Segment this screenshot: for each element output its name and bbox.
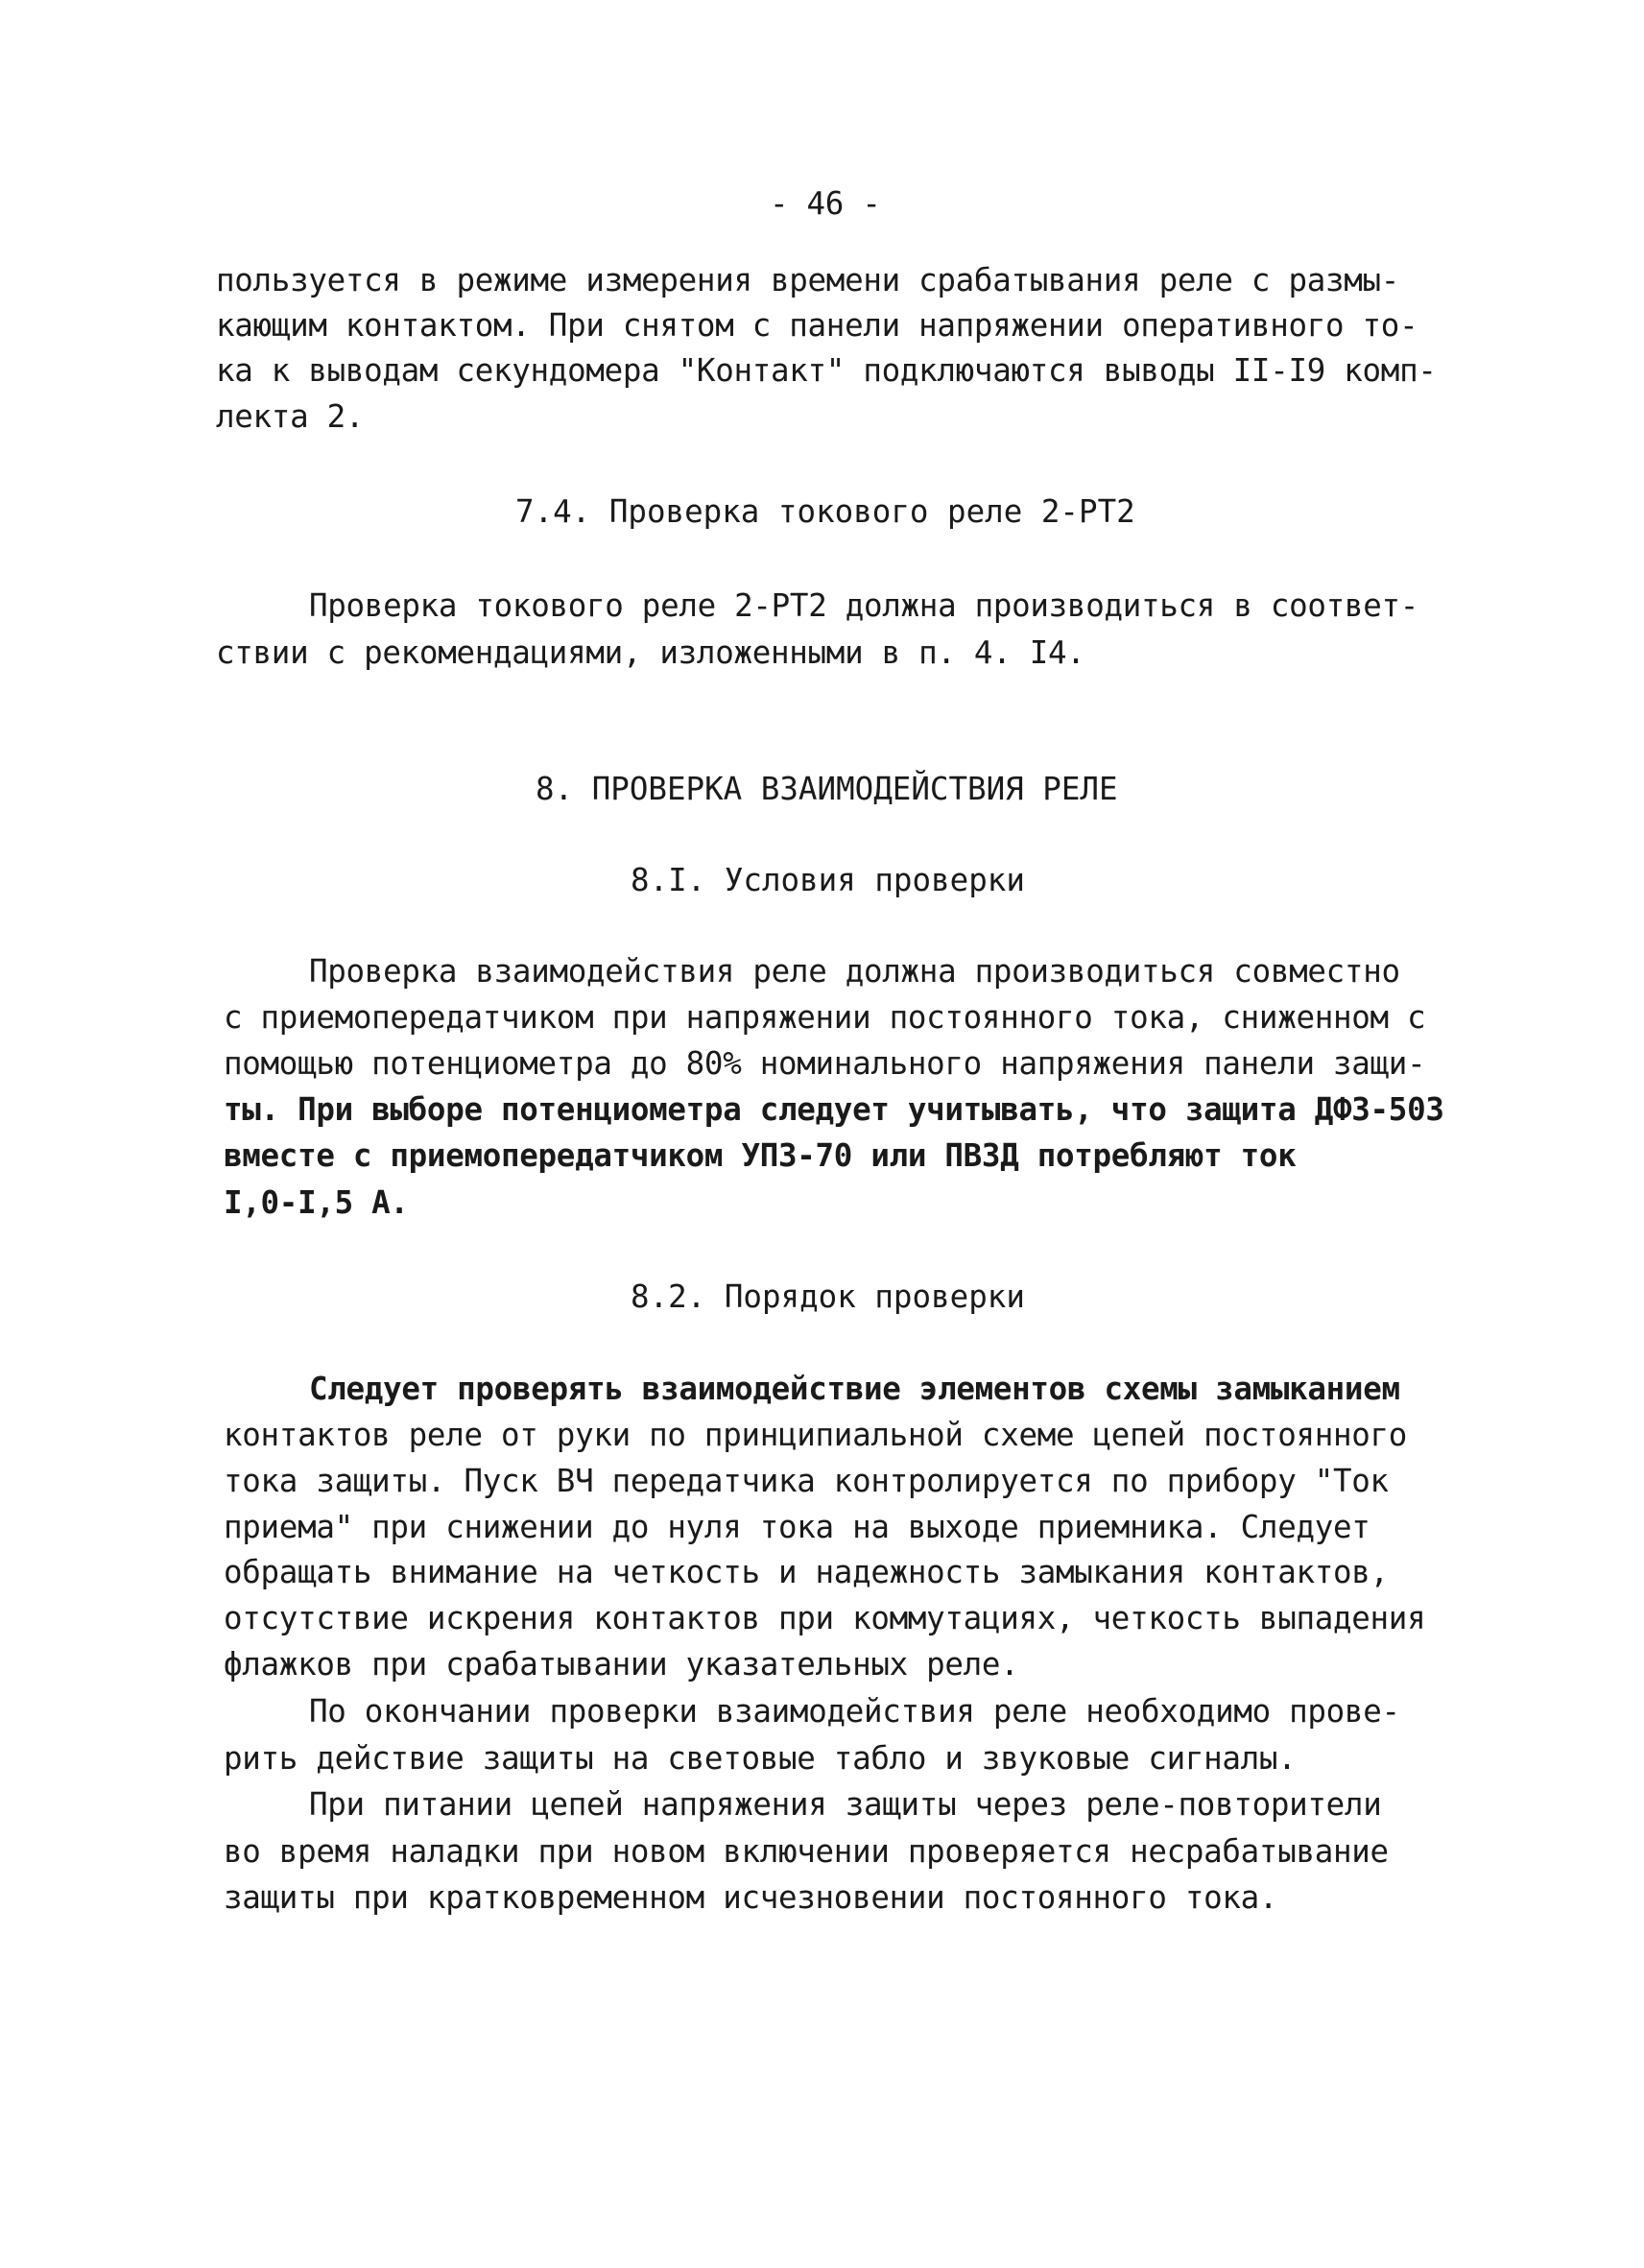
- section-8-2-heading: 8.2. Порядок проверки: [631, 1278, 1025, 1315]
- section-8-1-heading: 8.I. Условия проверки: [631, 862, 1025, 898]
- intro-line-1: пользуется в режиме измерения времени срабатывания реле с размы-: [216, 262, 1400, 298]
- section-8-2-p2-line-1: По окончании проверки взаимодействия реле необходимо прове-: [309, 1693, 1400, 1730]
- section-8-2-p1-line-3: тока защиты. Пуск ВЧ передатчика контролируется по прибору "Ток: [224, 1463, 1389, 1499]
- section-8-1-line-2: с приемопередатчиком при напряжении постоянного тока, сниженном с: [224, 999, 1426, 1036]
- section-7-4-heading: 7.4. Проверка токового реле 2-РТ2: [515, 493, 1135, 530]
- section-8-2-p2-line-2: рить действие защиты на световые табло и звуковые сигналы.: [224, 1740, 1297, 1777]
- section-8-heading: 8. ПРОВЕРКА ВЗАИМОДЕЙСТВИЯ РЕЛЕ: [536, 771, 1118, 807]
- section-8-1-line-5: вместе с приемопередатчиком УПЗ-70 или ПВЗД потребляют ток: [224, 1137, 1297, 1174]
- section-8-2-p1-line-2: контактов реле от руки по принципиальной схеме цепей постоянного: [224, 1417, 1408, 1453]
- section-8-2-p3-line-2: во время наладки при новом включении проверяется несрабатывание: [224, 1833, 1389, 1870]
- section-7-4-line-1: Проверка токового реле 2-РТ2 должна производиться в соответ-: [309, 587, 1418, 624]
- page-number: - 46 -: [770, 185, 881, 222]
- section-8-1-line-6: I,0-I,5 А.: [224, 1184, 409, 1221]
- section-8-2-p1-line-1: Следует проверять взаимодействие элементов схемы замыканием: [309, 1371, 1400, 1407]
- section-7-4-line-2: ствии с рекомендациями, изложенными в п. 4. I4.: [216, 634, 1085, 671]
- section-8-2-p1-line-6: отсутствие искрения контактов при коммутациях, четкость выпадения: [224, 1600, 1426, 1636]
- section-8-2-p3-line-1: При питании цепей напряжения защиты через реле-повторители: [309, 1786, 1382, 1823]
- section-8-1-line-1: Проверка взаимодействия реле должна производиться совместно: [309, 953, 1400, 990]
- section-8-2-p1-line-7: флажков при срабатывании указательных реле.: [224, 1646, 1019, 1683]
- section-8-2-p3-line-3: защиты при кратковременном исчезновении постоянного тока.: [224, 1879, 1278, 1916]
- intro-line-2: кающим контактом. При снятом с панели напряжении оперативного то-: [216, 307, 1418, 344]
- section-8-2-p1-line-4: приема" при снижении до нуля тока на выходе приемника. Следует: [224, 1509, 1370, 1545]
- intro-line-3: ка к выводам секундомера "Контакт" подключаются выводы II-I9 комп-: [216, 352, 1437, 389]
- section-8-1-line-4: ты. При выборе потенциометра следует учитывать, что защита ДФЗ-503: [224, 1091, 1444, 1128]
- intro-line-4: лекта 2.: [216, 398, 365, 435]
- section-8-1-line-3: помощью потенциометра до 80% номинального напряжения панели защи-: [224, 1045, 1426, 1082]
- section-8-2-p1-line-5: обращать внимание на четкость и надежность замыкания контактов,: [224, 1554, 1389, 1590]
